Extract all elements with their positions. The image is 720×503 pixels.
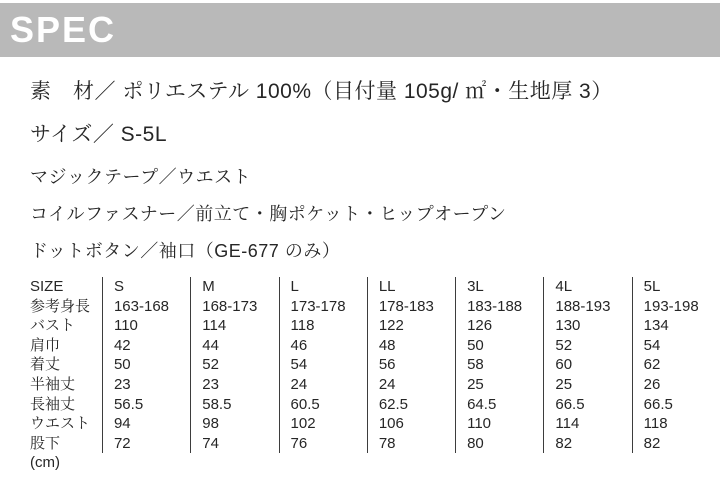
row-label: 股下	[30, 434, 61, 452]
table-cell: 46	[279, 336, 367, 356]
table-cell: 130	[544, 316, 632, 336]
table-cell: 58.5	[191, 395, 279, 415]
table-cell: 80	[456, 434, 544, 454]
table-cell: 54	[279, 355, 367, 375]
row-label: 半袖丈	[30, 375, 76, 393]
table-cell: 102	[279, 414, 367, 434]
table-cell: 114	[544, 414, 632, 434]
column-header-3l: 3L	[456, 277, 544, 297]
table-cell: 50	[456, 336, 544, 356]
table-cell: 42	[102, 336, 190, 356]
table-corner-label: SIZE	[30, 278, 64, 295]
table-cell: 25	[544, 375, 632, 395]
table-cell: 114	[191, 316, 279, 336]
column-header-l: L	[279, 277, 367, 297]
table-cell: 64.5	[456, 395, 544, 415]
table-cell: 24	[279, 375, 367, 395]
spec-line-coil-fastener: コイルファスナー／前立て・胸ポケット・ヒップオープン	[30, 204, 507, 224]
table-cell: 23	[191, 375, 279, 395]
table-cell: 110	[456, 414, 544, 434]
column-header-s: S	[102, 277, 190, 297]
unit-row-spacer	[102, 453, 720, 473]
table-cell: 126	[456, 316, 544, 336]
table-cell: 72	[102, 434, 190, 454]
table-row-waist	[30, 414, 720, 434]
spec-line-size-range: サイズ／ S-5L	[30, 123, 168, 146]
row-label: 長袖丈	[30, 395, 76, 413]
table-row-inseam	[30, 434, 720, 454]
table-cell: 163-168	[102, 297, 190, 317]
table-row-long-sleeve	[30, 395, 720, 415]
table-cell: 56	[367, 355, 455, 375]
page-title: SPEC	[10, 9, 117, 50]
row-label: ウエスト	[30, 415, 91, 433]
table-cell: 178-183	[367, 297, 455, 317]
table-cell: 118	[632, 414, 720, 434]
table-cell: 74	[191, 434, 279, 454]
table-cell: 76	[279, 434, 367, 454]
table-cell: 50	[102, 355, 190, 375]
spec-header-bar	[0, 3, 720, 57]
table-cell: 54	[632, 336, 720, 356]
table-cell: 24	[367, 375, 455, 395]
row-label: 参考身長	[30, 297, 91, 315]
row-label: 肩巾	[30, 336, 61, 354]
table-cell: 23	[102, 375, 190, 395]
spec-line-magic-tape: マジックテープ／ウエスト	[30, 167, 252, 187]
table-cell: 56.5	[102, 395, 190, 415]
unit-label: (cm)	[30, 454, 60, 472]
table-cell: 58	[456, 355, 544, 375]
table-cell: 168-173	[191, 297, 279, 317]
table-cell: 106	[367, 414, 455, 434]
table-cell: 188-193	[544, 297, 632, 317]
table-cell: 62	[632, 355, 720, 375]
table-cell: 98	[191, 414, 279, 434]
column-header-4l: 4L	[544, 277, 632, 297]
table-cell: 60.5	[279, 395, 367, 415]
table-cell: 48	[367, 336, 455, 356]
table-cell: 52	[191, 355, 279, 375]
table-row-height	[30, 297, 720, 317]
table-cell: 110	[102, 316, 190, 336]
table-cell: 122	[367, 316, 455, 336]
table-header-row	[30, 277, 720, 297]
row-label: バスト	[30, 317, 76, 335]
table-cell: 118	[279, 316, 367, 336]
table-cell: 26	[632, 375, 720, 395]
table-cell: 44	[191, 336, 279, 356]
table-cell: 82	[544, 434, 632, 454]
column-header-ll: LL	[367, 277, 455, 297]
table-row-body-length	[30, 355, 720, 375]
table-cell: 62.5	[367, 395, 455, 415]
table-unit-row	[30, 453, 720, 473]
table-cell: 94	[102, 414, 190, 434]
spec-line-dot-button: ドットボタン／袖口（GE-677 のみ）	[30, 241, 341, 261]
table-row-shoulder	[30, 336, 720, 356]
table-cell: 66.5	[632, 395, 720, 415]
spec-line-material: 素 材／ ポリエステル 100%（目付量 105g/ ㎡・生地厚 3）	[30, 80, 613, 103]
row-label: 着丈	[30, 356, 61, 374]
table-cell: 78	[367, 434, 455, 454]
table-row-bust	[30, 316, 720, 336]
table-row-short-sleeve	[30, 375, 720, 395]
table-cell: 183-188	[456, 297, 544, 317]
table-cell: 193-198	[632, 297, 720, 317]
table-cell: 60	[544, 355, 632, 375]
table-cell: 52	[544, 336, 632, 356]
column-header-5l: 5L	[632, 277, 720, 297]
table-cell: 173-178	[279, 297, 367, 317]
table-cell: 25	[456, 375, 544, 395]
column-header-m: M	[191, 277, 279, 297]
table-cell: 66.5	[544, 395, 632, 415]
table-cell: 134	[632, 316, 720, 336]
size-spec-table	[30, 277, 720, 473]
table-cell: 82	[632, 434, 720, 454]
